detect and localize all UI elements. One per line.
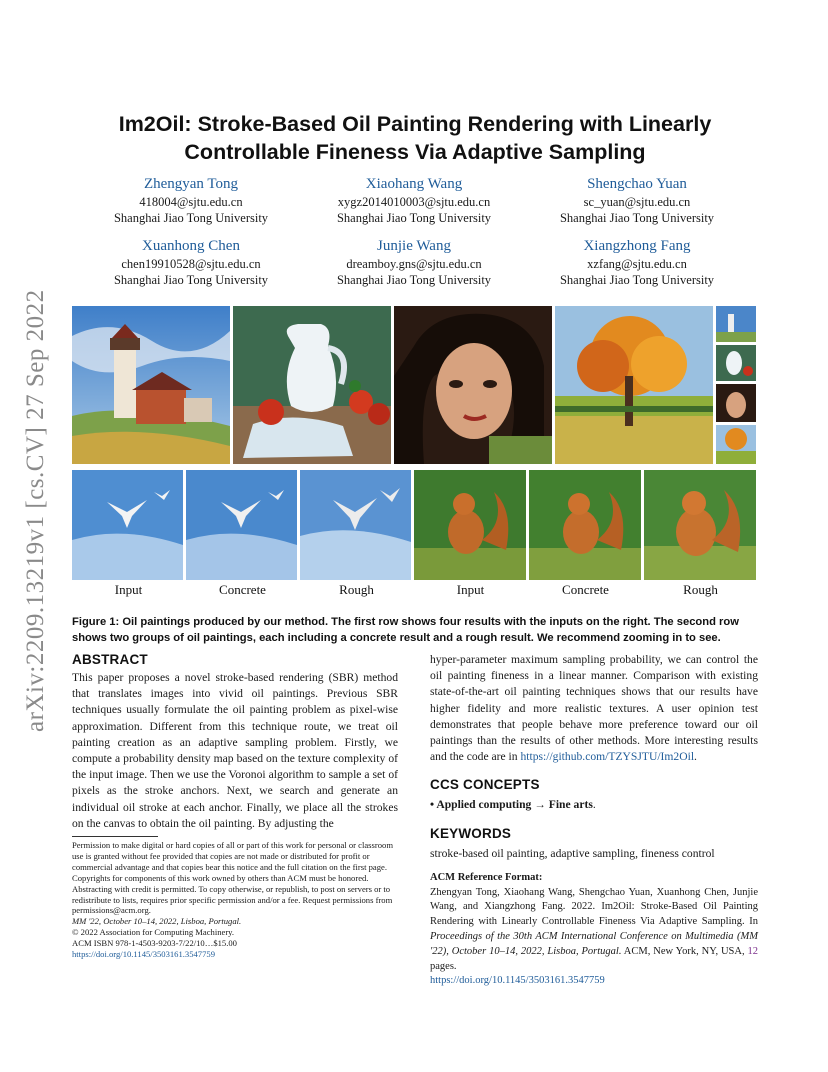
author-email: xzfang@sjtu.edu.cn [587, 257, 687, 271]
author-email: dreamboy.gns@sjtu.edu.cn [346, 257, 482, 271]
permission-text: Permission to make digital or hard copies of all or part of this work for personal or classroom use is granted without fee provided that copies are not made or distributed for profit or commercial advantage and that copies bear this notice and the full citation on the first page. Copyrights for components of this work owned by others than ACM must be honored. Abstracting with credit is permitted. To copy otherwise, or republish, to post on servers or to redistribute to lists, requires prior specific permission and/or a fee. Request permissions from permissions@acm.org. [72, 840, 393, 916]
figure-label-input-2: Input [456, 582, 485, 597]
author-affiliation: Shanghai Jiao Tong University [336, 273, 492, 287]
author-affiliation: Shanghai Jiao Tong University [113, 211, 269, 225]
figure-label-concrete-1: Concrete [219, 582, 266, 597]
author-name: Xiangzhong Fang [583, 238, 691, 254]
author-email: sc_yuan@sjtu.edu.cn [583, 195, 691, 209]
author-name: Xuanhong Chen [142, 238, 240, 254]
figure-label-concrete-2: Concrete [562, 582, 609, 597]
input-thumb-tree [716, 425, 756, 464]
portrait-painting [394, 306, 552, 464]
author-email: chen19910528@sjtu.edu.cn [121, 257, 261, 271]
squirrel-input [414, 470, 526, 580]
permission-footnote [72, 840, 402, 960]
author-2 [303, 174, 525, 226]
author-5 [303, 236, 525, 288]
figure-label-rough-1: Rough [339, 582, 374, 597]
author-name: Junjie Wang [377, 238, 451, 254]
author-name: Xiaohang Wang [365, 176, 463, 192]
input-thumb-portrait [716, 384, 756, 422]
left-column [72, 652, 398, 832]
pitcher-still-life-painting [233, 306, 391, 464]
author-affiliation: Shanghai Jiao Tong University [113, 273, 269, 287]
arxiv-stamp: arXiv:2209.13219v1 [cs.CV] 27 Sep 2022 [22, 289, 49, 732]
author-4 [80, 236, 302, 288]
lighthouse-painting [72, 306, 230, 464]
author-6 [526, 236, 748, 288]
figure-caption [72, 614, 758, 646]
author-name: Shengchao Yuan [587, 176, 687, 192]
copyright-line: © 2022 Association for Computing Machinery. [72, 927, 235, 938]
reference-format-text: Zhengyan Tong, Xiaohang Wang, Shengchao Yuan, Xuanhong Chen, Junjie Wang, and Xiangzhong Fang. 2022. Im2Oil: Stroke-Based Oil Painting Rendering with Linearly Controllable Fineness Via Adaptive Sampling. In Proceedings of the 30th ACM International Conference on Multimedia (MM '22), October 10–14, 2022, Lisboa, Portugal. ACM, New York, NY, USA, 12 pages. [430, 886, 759, 972]
isbn-line: ACM ISBN 978-1-4503-9203-7/22/10…$15.00 [72, 938, 237, 949]
page-count-link[interactable]: 12 [747, 945, 759, 957]
ccs-heading: CCS CONCEPTS [430, 777, 540, 793]
title-line-1: Im2Oil: Stroke-Based Oil Painting Rendering with Linearly [118, 112, 712, 136]
figure-label-input-1: Input [114, 582, 143, 597]
keywords-heading: KEYWORDS [430, 825, 512, 841]
author-email: 418004@sjtu.edu.cn [139, 195, 243, 209]
abstract-text-right: hyper-parameter maximum sampling probability, we can control the oil painting fineness in a linear manner. Comparison with existing state-of-the-art oil painting techniques shows that our results have higher fidelity and more realistic textures. A user opinion test demonstrates that people behave more preference toward our oil paintings than the results of other methods. More interesting results and the code are in https://github.com/TZYSJTU/Im2Oil. [430, 653, 758, 764]
keywords-text: stroke-based oil painting, adaptive sampling, fineness control [430, 846, 715, 860]
title-line-2: Controllable Fineness Via Adaptive Sampling [184, 140, 646, 164]
author-name: Zhengyan Tong [143, 176, 239, 192]
input-thumb-pitcher [716, 345, 756, 381]
abstract-heading: ABSTRACT [72, 652, 148, 667]
input-thumb-lighthouse [716, 306, 756, 342]
reference-doi-link[interactable]: https://doi.org/10.1145/3503161.3547759 [430, 975, 605, 987]
figure-label-rough-2: Rough [683, 582, 718, 597]
footnote-doi-link[interactable]: https://doi.org/10.1145/3503161.3547759 [72, 949, 215, 960]
paper-title [90, 110, 740, 166]
author-email: xygz2014010003@sjtu.edu.cn [337, 195, 491, 209]
author-affiliation: Shanghai Jiao Tong University [336, 211, 492, 225]
autumn-tree-painting [555, 306, 713, 464]
code-link[interactable]: https://github.com/TZYSJTU/Im2Oil [520, 750, 695, 764]
squirrel-rough [644, 470, 756, 580]
reference-format [430, 871, 758, 989]
footnote-divider [72, 836, 158, 837]
right-column [430, 652, 758, 989]
author-affiliation: Shanghai Jiao Tong University [559, 211, 715, 225]
figure-caption-text: Figure 1: Oil paintings produced by our method. The first row shows four results with the inputs on the right. The second row shows two groups of oil paintings, each including a concrete result and a rough result. We recommend zooming in to see. [72, 616, 739, 644]
seagull-rough [300, 470, 411, 580]
abstract-text-left: This paper proposes a novel stroke-based rendering (SBR) method that translates images into vivid oil paintings. Previous SBR techniques usually formulate the oil painting problem as pixel-wise approximation. Different from this technique route, we treat oil painting creation as an adaptive sampling problem. Firstly, we compute a probability density map based on the texture complexity of the input image. Then we use the Voronoi algorithm to sample a set of pixels as the stroke anchors. Next, we search and generate an individual oil stroke at each anchor. Finally, we place all the strokes on the canvas to obtain the oil painting. By adjusting the [72, 671, 398, 830]
squirrel-concrete [529, 470, 641, 580]
seagull-concrete [186, 470, 297, 580]
venue-line: MM '22, October 10–14, 2022, Lisboa, Portugal. [72, 916, 242, 927]
seagull-input [72, 470, 183, 580]
ccs-item: • Applied computing → Fine arts. [430, 798, 596, 812]
author-3 [526, 174, 748, 226]
author-1 [80, 174, 302, 226]
author-affiliation: Shanghai Jiao Tong University [559, 273, 715, 287]
reference-format-heading: ACM Reference Format: [430, 871, 543, 883]
